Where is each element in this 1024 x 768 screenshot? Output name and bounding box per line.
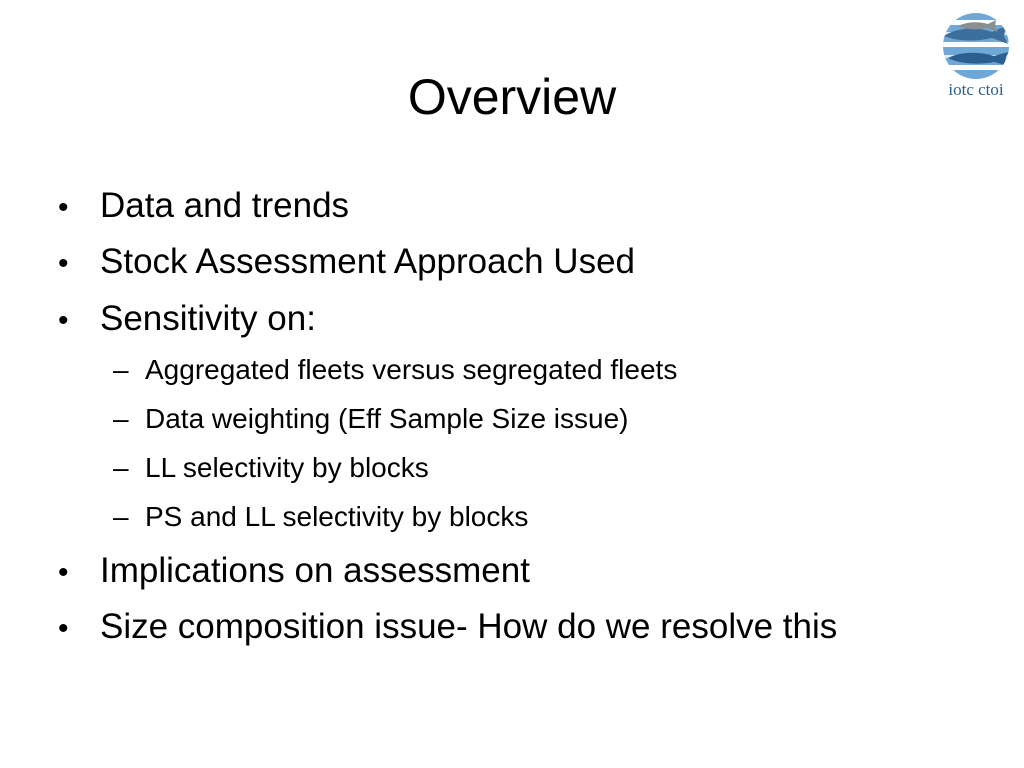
bullet-item	[58, 297, 316, 343]
bullet-marker: •	[58, 191, 69, 224]
sub-bullet-item	[113, 499, 528, 535]
sub-bullet-item	[113, 450, 429, 486]
sub-bullet-text: LL selectivity by blocks	[145, 452, 429, 483]
bullet-text: Data and trends	[100, 186, 350, 225]
bullet-marker: •	[58, 247, 69, 280]
sub-bullet-marker: –	[113, 354, 129, 385]
sub-bullet-text: Data weighting (Eff Sample Size issue)	[145, 403, 629, 434]
sub-bullet-item	[113, 352, 677, 388]
sub-bullet-text: Aggregated fleets versus segregated fleets	[145, 354, 678, 385]
slide-title: Overview	[407, 69, 617, 125]
bullet-marker: •	[58, 612, 69, 645]
bullet-text: Sensitivity on:	[100, 299, 316, 338]
bullet-item	[58, 605, 837, 651]
bullet-item	[58, 240, 635, 286]
sub-bullet-marker: –	[113, 452, 129, 483]
bullet-text: Implications on assessment	[100, 551, 530, 590]
logo-text: iotc ctoi	[948, 80, 1004, 99]
bullet-item	[58, 549, 530, 595]
bullet-marker: •	[58, 304, 69, 337]
sub-bullet-marker: –	[113, 403, 129, 434]
sub-bullet-item	[113, 401, 629, 437]
bullet-marker: •	[58, 556, 69, 589]
bullet-text: Size composition issue- How do we resolve this	[100, 607, 838, 646]
sub-bullet-marker: –	[113, 501, 129, 532]
sub-bullet-text: PS and LL selectivity by blocks	[145, 501, 529, 532]
bullet-text: Stock Assessment Approach Used	[100, 242, 635, 281]
bullet-item	[58, 184, 349, 230]
